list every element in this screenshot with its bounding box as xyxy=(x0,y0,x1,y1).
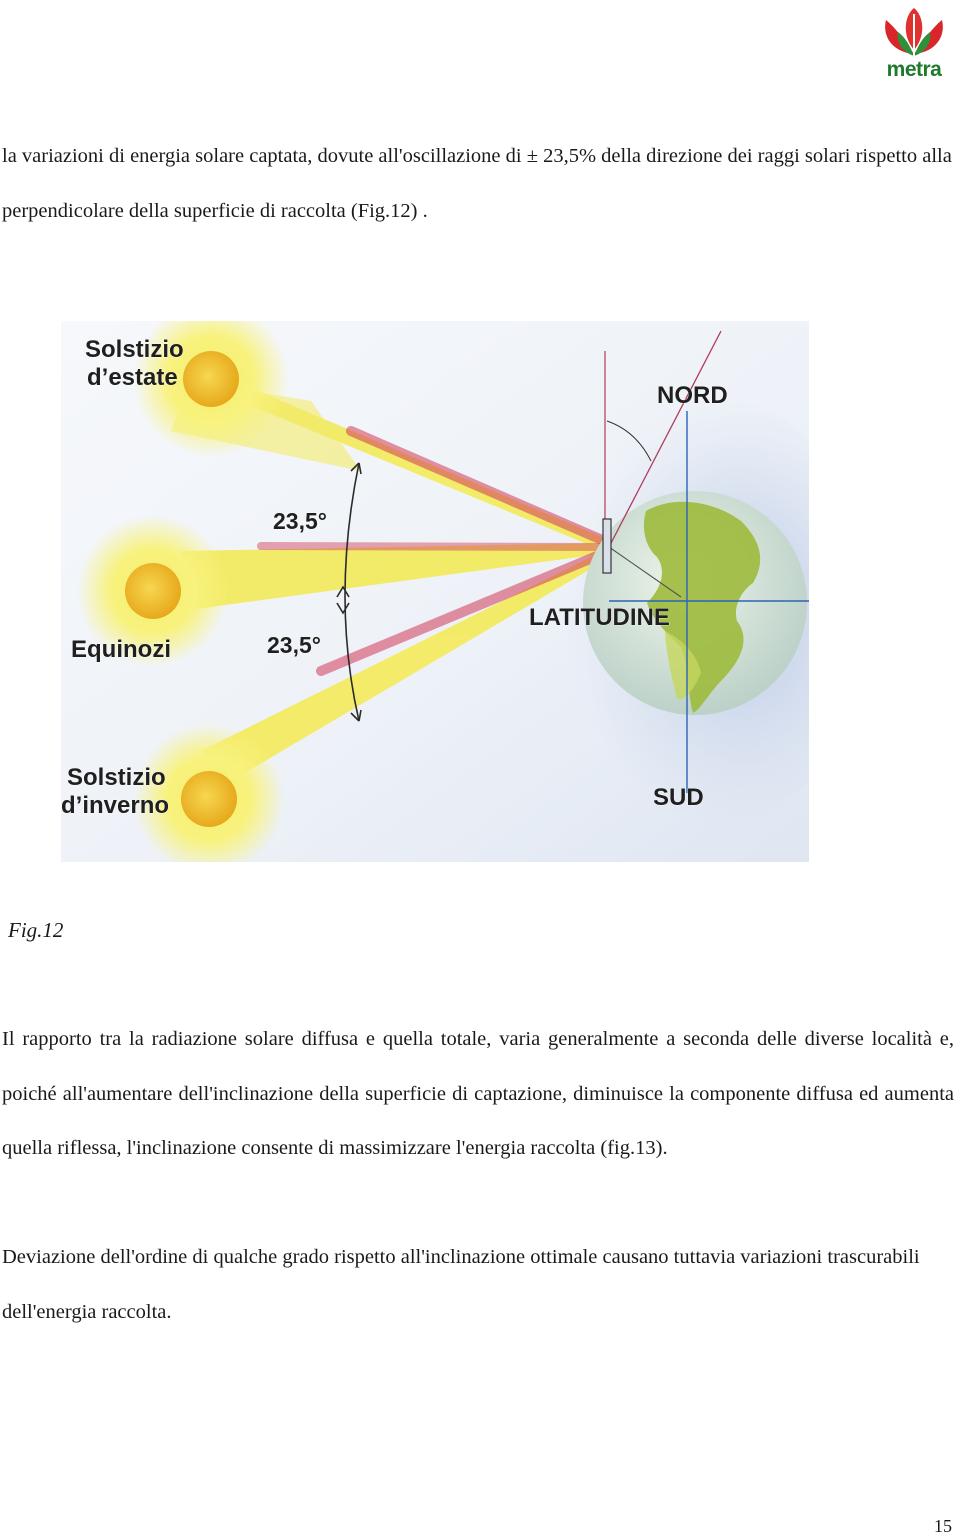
solstice-equinox-diagram xyxy=(61,321,809,862)
label-winter-solstice-1: Solstizio xyxy=(67,764,166,791)
label-latitude: LATITUDINE xyxy=(529,604,670,631)
intro-paragraph: la variazioni di energia solare captata, dovute all'oscillazione di ± 23,5% della direzione dei raggi solari rispetto alla perpendicolare della superficie di raccolta (Fig.12) . xyxy=(2,145,952,222)
label-south: SUD xyxy=(653,784,704,811)
earth-globe xyxy=(583,491,807,715)
collector-panel xyxy=(603,519,611,573)
label-winter-solstice-2: d’inverno xyxy=(61,792,170,819)
figure-caption: Fig.12 xyxy=(8,918,64,942)
label-equinox: Equinozi xyxy=(71,636,171,663)
label-angle-bottom: 23,5° xyxy=(267,632,321,658)
page-number: 15 xyxy=(934,1516,952,1536)
label-summer-solstice-1: Solstizio xyxy=(85,336,184,363)
label-summer-solstice-2: d’estate xyxy=(87,364,178,391)
logo-wordmark: metra xyxy=(886,58,942,81)
body-paragraph-radiation: Il rapporto tra la radiazione solare diffusa e quella totale, varia generalmente a seconda delle diverse località e, poiché all'aumentare dell'inclinazione della superficie di captazione, diminuisce la componente diffusa ed aumenta quella riflessa, l'inclinazione consente di massimizzare l'energia raccolta (fig.13). xyxy=(2,1028,954,1159)
metra-flower-logo-icon xyxy=(872,6,956,60)
solar-angle-figure xyxy=(61,321,809,862)
body-paragraph-deviation: Deviazione dell'ordine di qualche grado rispetto all'inclinazione ottimale causano tuttavia variazioni trascurabili dell'energia raccolta. xyxy=(2,1246,920,1323)
metra-logo xyxy=(872,6,956,82)
label-angle-top: 23,5° xyxy=(273,508,327,534)
label-north: NORD xyxy=(657,382,728,409)
